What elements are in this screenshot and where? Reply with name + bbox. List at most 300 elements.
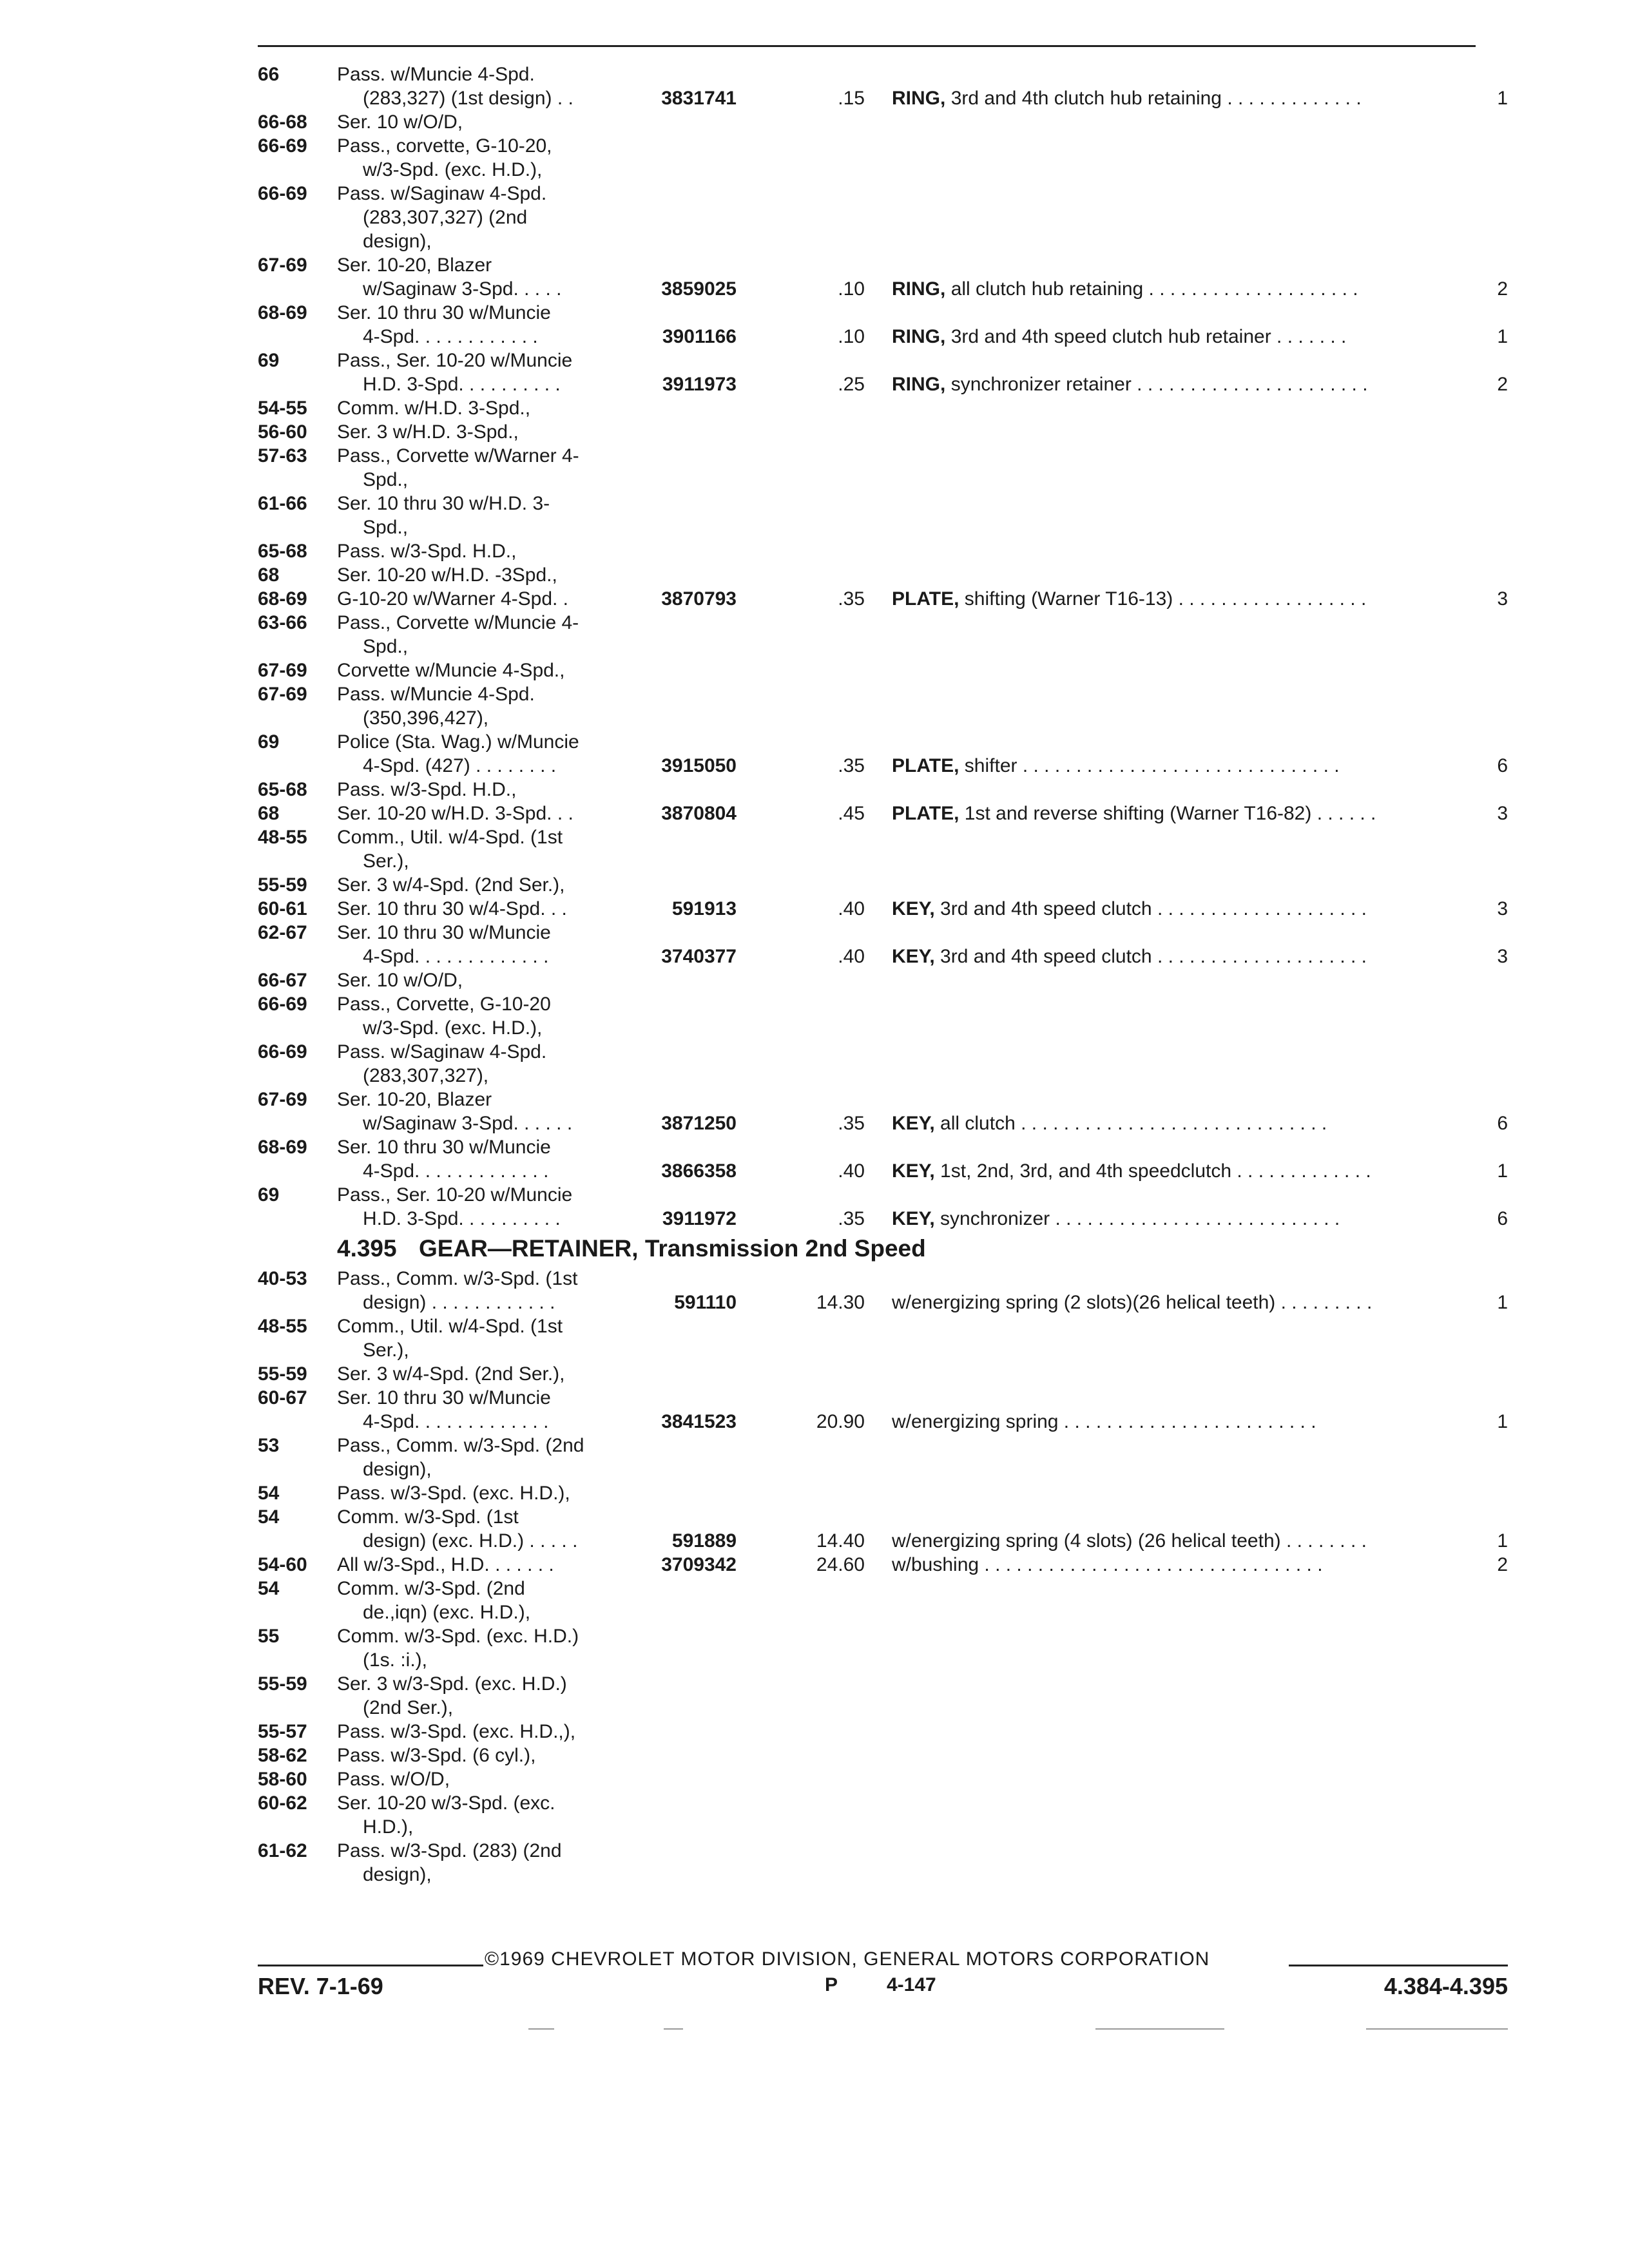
part-number: 3870804 xyxy=(661,803,737,824)
part-number: 3911972 xyxy=(662,1208,737,1229)
model-years: 48-55 xyxy=(258,827,307,848)
application-text: Spd., xyxy=(363,517,409,538)
application-text: Pass., Ser. 10-20 w/Muncie xyxy=(337,350,573,371)
entry-line xyxy=(0,86,1629,110)
entry-line xyxy=(0,706,1629,730)
price: .10 xyxy=(838,278,865,300)
price: .40 xyxy=(838,946,865,967)
application-text: Pass. w/3-Spd. (exc. H.D.,), xyxy=(337,1721,576,1742)
application-text: Ser. 10 thru 30 w/Muncie xyxy=(337,1137,551,1158)
application-text: Spd., xyxy=(363,469,409,490)
part-name: KEY, xyxy=(892,1208,935,1229)
entry-line xyxy=(0,1600,1629,1624)
model-years: 66-69 xyxy=(258,994,307,1015)
model-years: 68-69 xyxy=(258,588,307,610)
part-description xyxy=(892,325,1346,349)
entry-line xyxy=(0,1088,1629,1111)
quantity: 1 xyxy=(1497,88,1508,109)
part-number: 3859025 xyxy=(661,278,737,300)
entry-line xyxy=(0,1183,1629,1207)
entry-line xyxy=(0,1648,1629,1672)
application-text: Pass., Comm. w/3-Spd. (1st xyxy=(337,1268,578,1289)
model-years: 66-69 xyxy=(258,1041,307,1062)
part-description xyxy=(892,802,1376,825)
entry-line xyxy=(0,206,1629,229)
model-years: 66-69 xyxy=(258,135,307,157)
section-title: GEAR—RETAINER, Transmission 2nd Speed xyxy=(419,1235,926,1262)
model-years: 56-60 xyxy=(258,421,307,443)
model-years: 57-63 xyxy=(258,445,307,466)
part-description xyxy=(892,1553,1323,1577)
entry-line xyxy=(0,468,1629,492)
description-detail: all clutch hub retaining . . . . . . . . . . . . . . . . . . . . xyxy=(950,278,1358,300)
model-years: 54 xyxy=(258,1506,280,1528)
entry-line xyxy=(0,1553,1629,1577)
section-range: 4.384-4.395 xyxy=(1383,1973,1508,1999)
entry-group xyxy=(0,62,1629,110)
entry-line xyxy=(0,158,1629,182)
application-text: Pass. w/3-Spd. (6 cyl.), xyxy=(337,1745,536,1766)
entry-line xyxy=(0,277,1629,301)
price: .35 xyxy=(838,588,865,610)
application-text: Corvette w/Muncie 4-Spd., xyxy=(337,660,565,681)
quantity: 1 xyxy=(1497,1292,1508,1313)
model-years: 69 xyxy=(258,731,280,753)
entry-group xyxy=(0,1267,1629,1314)
model-years: 68-69 xyxy=(258,302,307,323)
model-years: 63-66 xyxy=(258,612,307,633)
parts-list xyxy=(0,62,1629,1887)
model-years: 55 xyxy=(258,1626,280,1647)
application-text: Pass., Corvette, G-10-20 xyxy=(337,994,551,1015)
quantity: 1 xyxy=(1497,326,1508,347)
model-years: 60-67 xyxy=(258,1387,307,1408)
entry-group xyxy=(0,1135,1629,1183)
entry-line xyxy=(0,325,1629,349)
entry-line xyxy=(0,1016,1629,1040)
entry-group xyxy=(0,1183,1629,1231)
application-text: (2nd Ser.), xyxy=(363,1697,454,1718)
part-number: 591889 xyxy=(671,1530,737,1552)
entry-line xyxy=(0,968,1629,992)
application-text: Pass., Corvette w/Muncie 4- xyxy=(337,612,579,633)
part-description xyxy=(892,1291,1372,1314)
description-detail: 1st and reverse shifting (Warner T16-82) . . . . . . xyxy=(964,803,1376,824)
model-years: 55-59 xyxy=(258,1673,307,1695)
part-description xyxy=(892,945,1367,968)
description-detail: shifting (Warner T16-13) . . . . . . . . . . . . . . . . . . xyxy=(964,588,1367,610)
model-years: 53 xyxy=(258,1435,280,1456)
entry-group xyxy=(0,349,1629,396)
entry-group xyxy=(0,825,1629,921)
application-text: design) (exc. H.D.) . . . . . xyxy=(363,1530,578,1552)
price: .35 xyxy=(838,755,865,776)
application-text: Pass., Comm. w/3-Spd. (2nd xyxy=(337,1435,584,1456)
application-text: Pass. w/Saginaw 4-Spd. xyxy=(337,183,547,204)
application-text: Ser. 10 thru 30 w/Muncie xyxy=(337,922,551,943)
application-text: Ser. 10-20 w/H.D. -3Spd., xyxy=(337,564,557,586)
entry-line xyxy=(0,1744,1629,1767)
application-text: All w/3-Spd., H.D. . . . . . . xyxy=(337,1554,554,1575)
application-text: (283,307,327), xyxy=(363,1065,489,1086)
quantity: 1 xyxy=(1497,1160,1508,1182)
description-detail: 3rd and 4th speed clutch . . . . . . . . . . . . . . . . . . . . xyxy=(940,898,1367,919)
model-years: 58-62 xyxy=(258,1745,307,1766)
part-description xyxy=(892,1111,1327,1135)
footer-rule-right xyxy=(1289,1965,1508,1966)
part-number: 3871250 xyxy=(661,1113,737,1134)
quantity: 6 xyxy=(1497,1208,1508,1229)
application-text: Ser. 3 w/H.D. 3-Spd., xyxy=(337,421,519,443)
model-years: 60-61 xyxy=(258,898,307,919)
entry-line xyxy=(0,1672,1629,1696)
entry-line xyxy=(0,897,1629,921)
entry-line xyxy=(0,611,1629,635)
application-text: Ser. 10 thru 30 w/Muncie xyxy=(337,1387,551,1408)
application-text: 4-Spd. . . . . . . . . . . . . xyxy=(363,1160,549,1182)
model-years: 62-67 xyxy=(258,922,307,943)
application-text: Ser. 10-20 w/3-Spd. (exc. xyxy=(337,1792,555,1814)
entry-line xyxy=(0,730,1629,754)
part-description xyxy=(892,1159,1371,1183)
description-detail: all clutch . . . . . . . . . . . . . . . . . . . . . . . . . . . . . xyxy=(940,1113,1327,1134)
entry-line xyxy=(0,1815,1629,1839)
model-years: 61-66 xyxy=(258,493,307,514)
price: .40 xyxy=(838,1160,865,1182)
model-years: 48-55 xyxy=(258,1316,307,1337)
application-text: G-10-20 w/Warner 4-Spd. . xyxy=(337,588,569,610)
entry-line xyxy=(0,1624,1629,1648)
price: .35 xyxy=(838,1113,865,1134)
entry-line xyxy=(0,1386,1629,1410)
quantity: 1 xyxy=(1497,1530,1508,1552)
part-number: 3901166 xyxy=(662,326,737,347)
scan-mark xyxy=(1095,2028,1224,2030)
entry-line xyxy=(0,1434,1629,1457)
part-name: RING, xyxy=(892,278,946,300)
model-years: 60-62 xyxy=(258,1792,307,1814)
price: 20.90 xyxy=(816,1411,865,1432)
model-years: 68 xyxy=(258,564,280,586)
part-name: KEY, xyxy=(892,1160,935,1182)
entry-line xyxy=(0,587,1629,611)
quantity: 1 xyxy=(1497,1411,1508,1432)
entry-line xyxy=(0,1481,1629,1505)
description-detail: 3rd and 4th speed clutch hub retainer . . . . . . . xyxy=(950,326,1347,347)
part-description xyxy=(892,587,1366,611)
application-text: Pass. w/O/D, xyxy=(337,1769,450,1790)
entry-group xyxy=(0,110,1629,301)
application-text: Ser. 10-20 w/H.D. 3-Spd. . . xyxy=(337,803,574,824)
price: 24.60 xyxy=(816,1554,865,1575)
part-number: 3740377 xyxy=(661,946,737,967)
application-text: Ser. 10 w/O/D, xyxy=(337,111,463,133)
entry-line xyxy=(0,372,1629,396)
entry-line xyxy=(0,921,1629,945)
application-text: (283,327) (1st design) . . xyxy=(363,88,574,109)
application-text: de.,iqn) (exc. H.D.), xyxy=(363,1602,531,1623)
part-number: 591110 xyxy=(674,1292,737,1313)
part-description xyxy=(892,86,1362,110)
entry-line xyxy=(0,1135,1629,1159)
entry-line xyxy=(0,1410,1629,1434)
part-number: 3870793 xyxy=(661,588,737,610)
part-description xyxy=(892,754,1340,778)
entry-line xyxy=(0,1529,1629,1553)
model-years: 67-69 xyxy=(258,1089,307,1110)
entry-line xyxy=(0,1159,1629,1183)
application-text: w/Saginaw 3-Spd. . . . . . xyxy=(363,1113,573,1134)
application-text: (283,307,327) (2nd xyxy=(363,207,528,228)
application-text: Ser. 10-20, Blazer xyxy=(337,1089,492,1110)
model-years: 69 xyxy=(258,1184,280,1206)
description-detail: 1st, 2nd, 3rd, and 4th speedclutch . . . . . . . . . . . . . xyxy=(940,1160,1371,1182)
application-text: Police (Sta. Wag.) w/Muncie xyxy=(337,731,579,753)
application-text: Ser. 10-20, Blazer xyxy=(337,255,492,276)
entry-group xyxy=(0,1553,1629,1887)
application-text: w/3-Spd. (exc. H.D.), xyxy=(363,159,543,180)
entry-group xyxy=(0,396,1629,611)
model-years: 55-57 xyxy=(258,1721,307,1742)
part-description xyxy=(892,277,1358,301)
entry-line xyxy=(0,1314,1629,1338)
quantity: 3 xyxy=(1497,898,1508,919)
application-text: design) . . . . . . . . . . . . xyxy=(363,1292,555,1313)
part-name: PLATE, xyxy=(892,588,959,610)
section-number: 4.395 xyxy=(337,1235,397,1262)
entry-line xyxy=(0,492,1629,515)
quantity: 6 xyxy=(1497,1113,1508,1134)
application-text: Spd., xyxy=(363,636,409,657)
entry-line xyxy=(0,1696,1629,1720)
entry-line xyxy=(0,1767,1629,1791)
model-years: 67-69 xyxy=(258,660,307,681)
copyright-text: ©1969 CHEVROLET MOTOR DIVISION, GENERAL MOTORS CORPORATION xyxy=(485,1948,1210,1970)
application-text: (1s. :i.), xyxy=(363,1649,428,1671)
model-years: 65-68 xyxy=(258,541,307,562)
model-years: 69 xyxy=(258,350,280,371)
quantity: 6 xyxy=(1497,755,1508,776)
entry-line xyxy=(0,515,1629,539)
price: .40 xyxy=(838,898,865,919)
application-text: Pass. w/3-Spd. (283) (2nd xyxy=(337,1840,562,1861)
application-text: w/3-Spd. (exc. H.D.), xyxy=(363,1017,543,1039)
entry-line xyxy=(0,1207,1629,1231)
application-text: 4-Spd. . . . . . . . . . . . xyxy=(363,326,538,347)
application-text: Pass., Ser. 10-20 w/Muncie xyxy=(337,1184,573,1206)
application-text: Ser. 10 w/O/D, xyxy=(337,970,463,991)
scan-mark xyxy=(664,2028,683,2030)
part-description xyxy=(892,1207,1340,1231)
quantity: 2 xyxy=(1497,374,1508,395)
price: .10 xyxy=(838,326,865,347)
application-text: Pass. w/Muncie 4-Spd. xyxy=(337,64,535,85)
model-years: 54 xyxy=(258,1578,280,1599)
entry-line xyxy=(0,1291,1629,1314)
application-text: Ser. 10 thru 30 w/H.D. 3- xyxy=(337,493,550,514)
part-name: KEY, xyxy=(892,898,935,919)
model-years: 58-60 xyxy=(258,1769,307,1790)
application-text: Pass. w/3-Spd. (exc. H.D.), xyxy=(337,1483,570,1504)
price: .25 xyxy=(838,374,865,395)
application-text: Ser.), xyxy=(363,1340,409,1361)
part-name: PLATE, xyxy=(892,755,959,776)
quantity: 2 xyxy=(1497,1554,1508,1575)
application-text: 4-Spd. (427) . . . . . . . . xyxy=(363,755,557,776)
entry-line xyxy=(0,1111,1629,1135)
entry-line xyxy=(0,182,1629,206)
model-years: 55-59 xyxy=(258,1363,307,1385)
application-text: Pass. w/Muncie 4-Spd. xyxy=(337,684,535,705)
application-text: Comm. w/3-Spd. (exc. H.D.) xyxy=(337,1626,579,1647)
part-number: 3866358 xyxy=(661,1160,737,1182)
model-years: 40-53 xyxy=(258,1268,307,1289)
application-text: Ser. 10 thru 30 w/4-Spd. . . xyxy=(337,898,567,919)
entry-line xyxy=(0,778,1629,802)
part-description xyxy=(892,372,1368,396)
entry-group xyxy=(0,301,1629,349)
part-number: 591913 xyxy=(671,898,737,919)
entry-group xyxy=(0,1314,1629,1434)
entry-line xyxy=(0,1577,1629,1600)
application-text: (350,396,427), xyxy=(363,707,489,729)
description-detail: synchronizer . . . . . . . . . . . . . . . . . . . . . . . . . . . xyxy=(940,1208,1340,1229)
footer-rule-left xyxy=(258,1965,483,1966)
entry-line xyxy=(0,825,1629,849)
model-years: 66-67 xyxy=(258,970,307,991)
entry-line xyxy=(0,1338,1629,1362)
entry-group xyxy=(0,968,1629,1135)
application-text: Comm. w/H.D. 3-Spd., xyxy=(337,398,531,419)
entry-line xyxy=(0,1863,1629,1887)
entry-line xyxy=(0,1457,1629,1481)
entry-line xyxy=(0,682,1629,706)
application-text: design), xyxy=(363,1459,432,1480)
entry-line xyxy=(0,1064,1629,1088)
entry-line xyxy=(0,1720,1629,1744)
part-number: 3841523 xyxy=(661,1411,737,1432)
model-years: 66 xyxy=(258,64,280,85)
price: .15 xyxy=(838,88,865,109)
entry-group xyxy=(0,778,1629,825)
model-years: 66-69 xyxy=(258,183,307,204)
part-description xyxy=(892,897,1367,921)
part-number: 3911973 xyxy=(662,374,737,395)
price: .35 xyxy=(838,1208,865,1229)
application-text: design), xyxy=(363,231,432,252)
part-number: 3915050 xyxy=(661,755,737,776)
scan-mark xyxy=(528,2028,554,2030)
application-text: H.D. 3-Spd. . . . . . . . . . xyxy=(363,374,561,395)
entry-line xyxy=(0,563,1629,587)
top-rule xyxy=(258,45,1476,47)
part-description xyxy=(892,1529,1367,1553)
model-years: 55-59 xyxy=(258,874,307,896)
entry-line xyxy=(0,849,1629,873)
application-text: w/Saginaw 3-Spd. . . . . xyxy=(363,278,562,300)
part-name: KEY, xyxy=(892,946,935,967)
entry-line xyxy=(0,1839,1629,1863)
entry-line xyxy=(0,1791,1629,1815)
part-description xyxy=(892,1410,1316,1434)
application-text: Comm. w/3-Spd. (1st xyxy=(337,1506,519,1528)
entry-line xyxy=(0,444,1629,468)
entry-line xyxy=(0,1267,1629,1291)
description-detail: w/bushing . . . . . . . . . . . . . . . . . . . . . . . . . . . . . . . . xyxy=(892,1554,1323,1575)
application-text: H.D.), xyxy=(363,1816,414,1838)
entry-line xyxy=(0,229,1629,253)
page-code: P xyxy=(825,1974,838,1995)
model-years: 67-69 xyxy=(258,684,307,705)
part-name: RING, xyxy=(892,374,946,395)
application-text: 4-Spd. . . . . . . . . . . . . xyxy=(363,1411,549,1432)
description-detail: w/energizing spring (4 slots) (26 helical teeth) . . . . . . . . xyxy=(892,1530,1367,1552)
entry-line xyxy=(0,1505,1629,1529)
quantity: 3 xyxy=(1497,946,1508,967)
entry-line xyxy=(0,802,1629,825)
application-text: Ser. 3 w/4-Spd. (2nd Ser.), xyxy=(337,874,565,896)
application-text: Pass. w/3-Spd. H.D., xyxy=(337,541,517,562)
model-years: 67-69 xyxy=(258,255,307,276)
application-text: Comm., Util. w/4-Spd. (1st xyxy=(337,827,563,848)
section-heading xyxy=(0,1231,1629,1267)
description-detail: 3rd and 4th speed clutch . . . . . . . . . . . . . . . . . . . . xyxy=(940,946,1367,967)
entry-line xyxy=(0,62,1629,86)
entry-line xyxy=(0,1362,1629,1386)
description-detail: w/energizing spring (2 slots)(26 helical teeth) . . . . . . . . . xyxy=(892,1292,1373,1313)
quantity: 2 xyxy=(1497,278,1508,300)
application-text: Pass., Corvette w/Warner 4- xyxy=(337,445,579,466)
model-years: 65-68 xyxy=(258,779,307,800)
entry-line xyxy=(0,539,1629,563)
application-text: Comm., Util. w/4-Spd. (1st xyxy=(337,1316,563,1337)
application-text: 4-Spd. . . . . . . . . . . . . xyxy=(363,946,549,967)
entry-line xyxy=(0,420,1629,444)
application-text: Comm. w/3-Spd. (2nd xyxy=(337,1578,525,1599)
entry-group xyxy=(0,611,1629,778)
entry-line xyxy=(0,1040,1629,1064)
entry-line xyxy=(0,658,1629,682)
application-text: Ser. 10 thru 30 w/Muncie xyxy=(337,302,551,323)
application-text: Ser.), xyxy=(363,850,409,872)
description-detail: w/energizing spring . . . . . . . . . . . . . . . . . . . . . . . . xyxy=(892,1411,1316,1432)
entry-line xyxy=(0,110,1629,134)
model-years: 54-60 xyxy=(258,1554,307,1575)
application-text: Pass. w/Saginaw 4-Spd. xyxy=(337,1041,547,1062)
application-text: design), xyxy=(363,1864,432,1885)
entry-line xyxy=(0,134,1629,158)
page-number: 4-147 xyxy=(887,1974,936,1995)
description-detail: shifter . . . . . . . . . . . . . . . . . . . . . . . . . . . . . . xyxy=(964,755,1340,776)
part-name: KEY, xyxy=(892,1113,935,1134)
quantity: 3 xyxy=(1497,803,1508,824)
application-text: Pass. w/3-Spd. H.D., xyxy=(337,779,517,800)
application-text: Pass., corvette, G-10-20, xyxy=(337,135,552,157)
model-years: 68 xyxy=(258,803,280,824)
price: 14.40 xyxy=(816,1530,865,1552)
entry-group xyxy=(0,1434,1629,1553)
model-years: 68-69 xyxy=(258,1137,307,1158)
part-name: RING, xyxy=(892,88,946,109)
part-number: 3831741 xyxy=(661,88,737,109)
entry-line xyxy=(0,396,1629,420)
entry-line xyxy=(0,635,1629,658)
entry-group xyxy=(0,921,1629,968)
model-years: 61-62 xyxy=(258,1840,307,1861)
part-name: PLATE, xyxy=(892,803,959,824)
entry-line xyxy=(0,754,1629,778)
entry-line xyxy=(0,992,1629,1016)
